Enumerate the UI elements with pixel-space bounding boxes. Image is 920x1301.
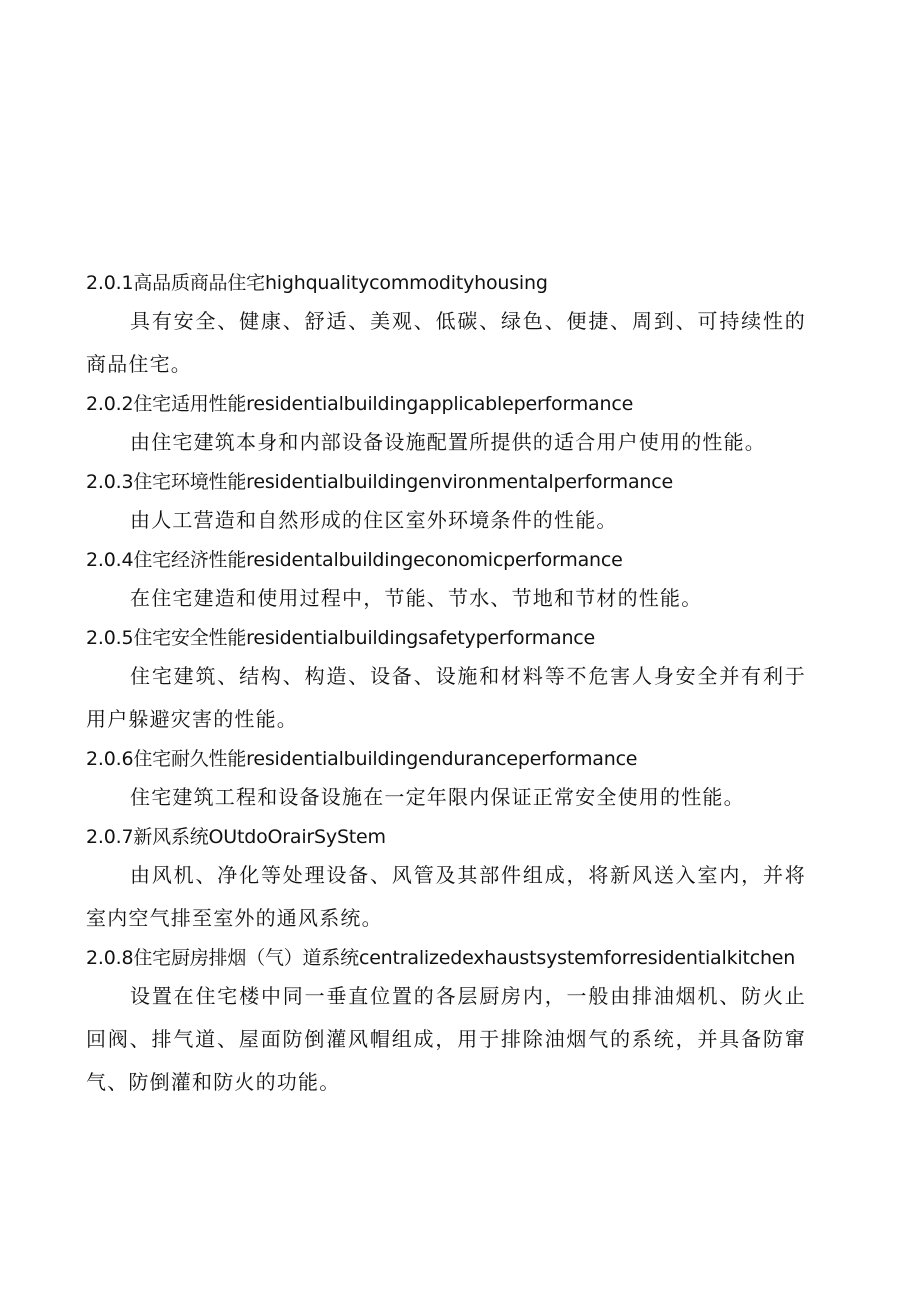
term-definition: 住宅建筑工程和设备设施在一定年限内保证正常安全使用的性能。 xyxy=(130,785,745,809)
term-2-0-6 xyxy=(86,742,806,819)
term-heading: 2.0.7新风系统OUtdoOrairSyStem xyxy=(86,826,386,848)
term-2-0-4 xyxy=(86,543,806,620)
term-definition: 具有安全、健康、舒适、美观、低碳、绿色、便捷、周到、可持续性的商品住宅。 xyxy=(86,309,806,376)
term-2-0-2 xyxy=(86,387,806,464)
term-2-0-5 xyxy=(86,621,806,741)
term-heading: 2.0.5住宅安全性能residentialbuildingsafetyperformance xyxy=(86,627,596,649)
term-2-0-1 xyxy=(86,266,806,386)
term-heading: 2.0.1高品质商品住宅highqualitycommodityhousing xyxy=(86,272,548,294)
term-definition: 设置在住宅楼中同一垂直位置的各层厨房内，一般由排油烟机、防火止回阀、排气道、屋面防倒灌风帽组成，用于排除油烟气的系统，并具备防窜气、防倒灌和防火的功能。 xyxy=(86,984,806,1094)
term-2-0-3 xyxy=(86,465,806,542)
term-heading: 2.0.4住宅经济性能residentalbuildingeconomicperformance xyxy=(86,549,623,571)
term-definition: 住宅建筑、结构、构造、设备、设施和材料等不危害人身安全并有利于用户躲避灾害的性能。 xyxy=(86,664,806,731)
term-2-0-7 xyxy=(86,820,806,940)
term-heading: 2.0.2住宅适用性能residentialbuildingapplicableperformance xyxy=(86,393,634,415)
term-definition: 由住宅建筑本身和内部设备设施配置所提供的适合用户使用的性能。 xyxy=(130,430,766,454)
term-definition: 由风机、净化等处理设备、风管及其部件组成，将新风送入室内，并将室内空气排至室外的通风系统。 xyxy=(86,863,806,930)
term-definition: 在住宅建造和使用过程中，节能、节水、节地和节材的性能。 xyxy=(130,586,703,610)
term-heading: 2.0.3住宅环境性能residentialbuildingenvironmentalperformance xyxy=(86,471,673,493)
terms-section xyxy=(86,266,806,1105)
term-heading: 2.0.6住宅耐久性能residentialbuildingenduranceperformance xyxy=(86,748,638,770)
term-heading: 2.0.8住宅厨房排烟（气）道系统centralizedexhaustsystemforresidentialkitchen xyxy=(86,947,796,969)
term-definition: 由人工营造和自然形成的住区室外环境条件的性能。 xyxy=(130,508,618,532)
term-2-0-8 xyxy=(86,941,806,1104)
